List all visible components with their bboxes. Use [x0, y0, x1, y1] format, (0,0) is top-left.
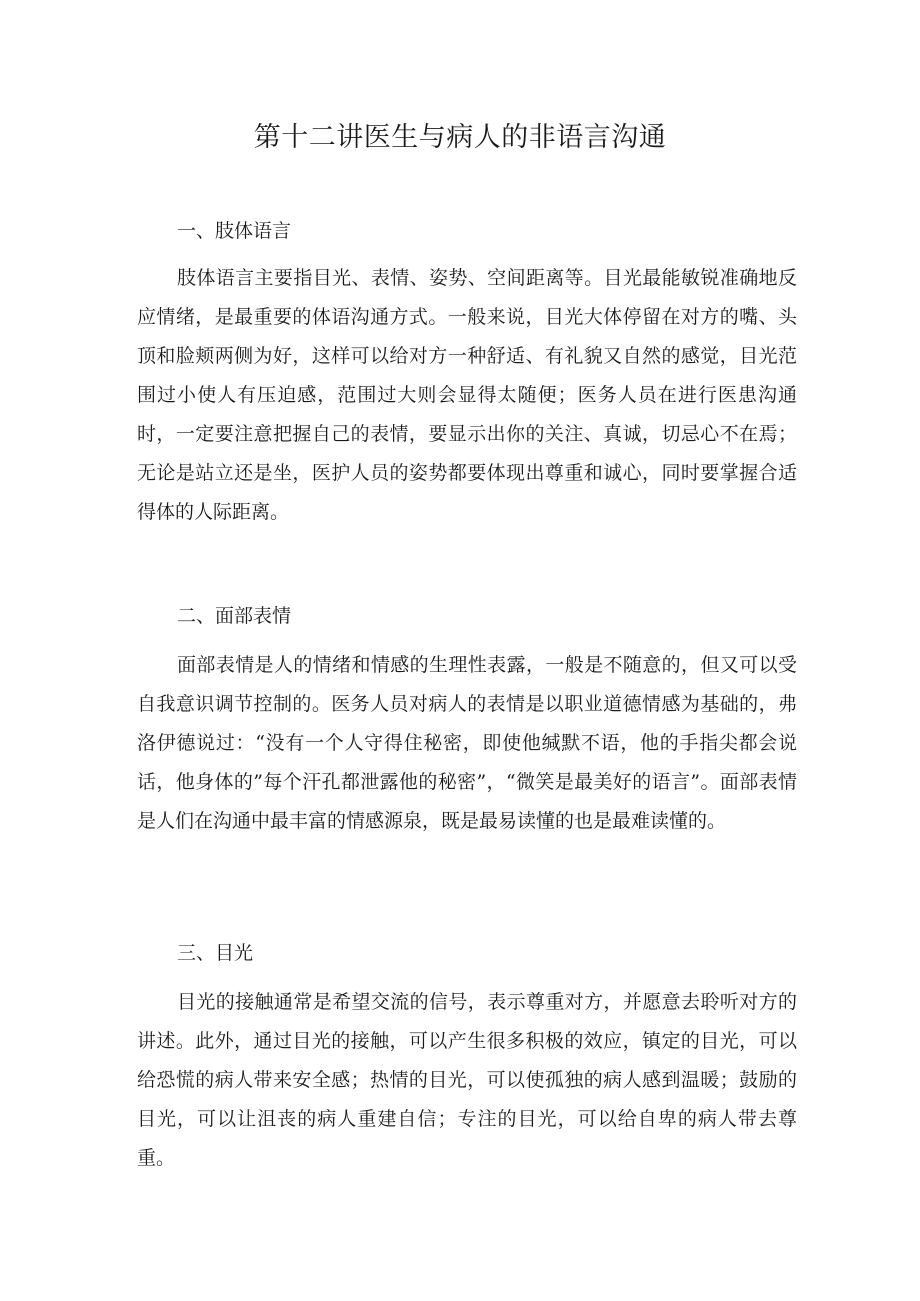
section-paragraph-facial-expression: 面部表情是人的情绪和情感的生理性表露，一般是不随意的，但又可以受自我意识调节控制的。医务人员对病人的表情是以职业道德情感为基础的，弗洛伊德说过：“没有一个人守得住秘密，即使他缄默不语，他的手指尖都会说话，他身体的”每个汗孔都泄露他的秘密”，“微笑是最美好的语言”。面部表情是人们在沟通中最丰富的情感源泉，既是最易读懂的也是最难读懂的。: [137, 654, 797, 832]
section-heading-facial-expression: 二、面部表情: [177, 605, 292, 627]
section-heading-body-language: 一、肢体语言: [177, 220, 292, 242]
section-heading-eye-contact: 三、目光: [177, 942, 254, 964]
section-paragraph-eye-contact: 目光的接触通常是希望交流的信号，表示尊重对方，并愿意去聆听对方的讲述。此外，通过目光的接触，可以产生很多积极的效应，镇定的目光，可以给恐慌的病人带来安全感；热情的目光，可以使孤独的病人感到温暖；鼓励的目光，可以让沮丧的病人重建自信；专注的目光，可以给自卑的病人带去尊重。: [137, 991, 797, 1169]
document-title: 第十二讲医生与病人的非语言沟通: [253, 122, 667, 153]
section-paragraph-body-language: 肢体语言主要指目光、表情、姿势、空间距离等。目光最能敏锐准确地反应情绪，是最重要的体语沟通方式。一般来说，目光大体停留在对方的嘴、头顶和脸颊两侧为好，这样可以给对方一种舒适、有礼貌又自然的感觉，目光范围过小使人有压迫感，范围过大则会显得太随便；医务人员在进行医患沟通时，一定要注意把握自己的表情，要显示出你的关注、真诚，切忌心不在焉；无论是站立还是坐，医护人员的姿势都要体现出尊重和诚心，同时要掌握合适得体的人际距离。: [137, 267, 797, 523]
